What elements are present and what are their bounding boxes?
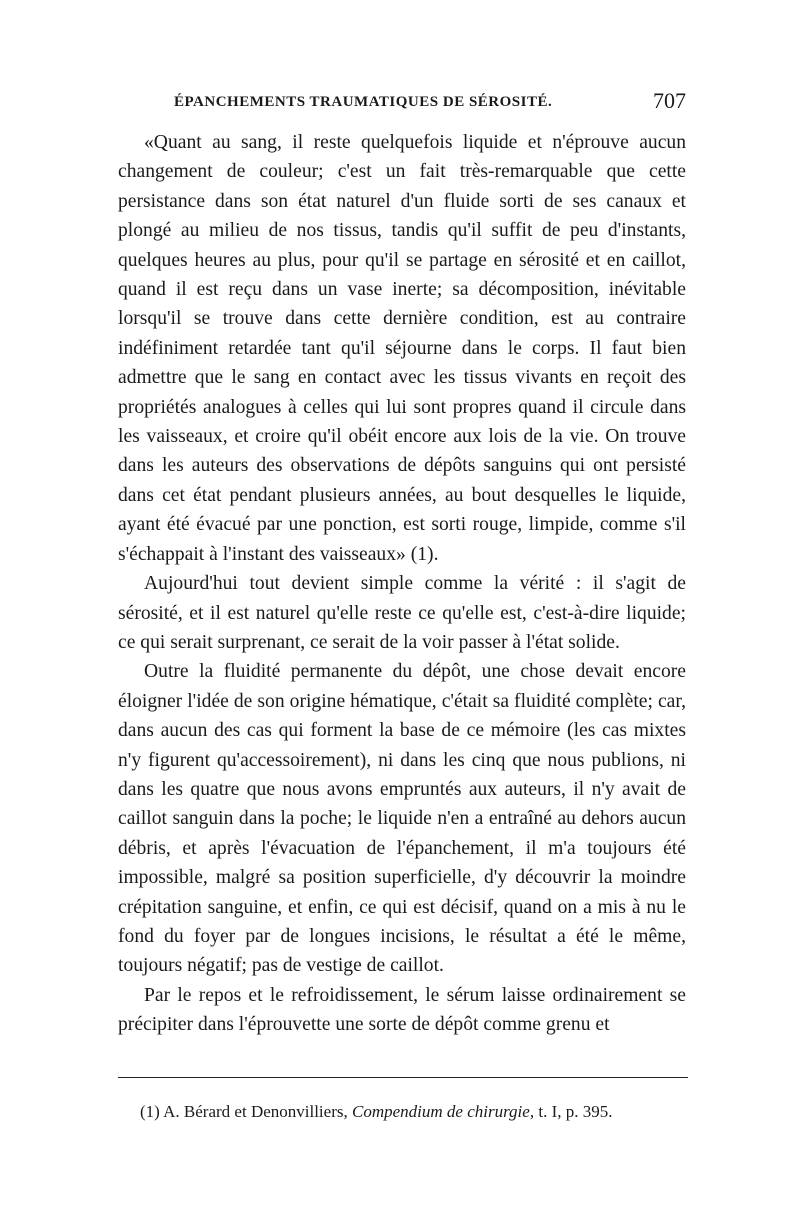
- main-text: [118, 128, 686, 1040]
- footnote-authors: A. Bérard et Denonvilliers,: [163, 1102, 348, 1121]
- paragraph-quote: «Quant au sang, il reste quelquefois liquide et n'éprouve aucun changement de couleur; c'est un fait très-remarquable que cette persistance dans son état naturel d'un fluide sorti de ses canaux et plongé au milieu de nos tissus, tandis qu'il suffit de peu d'instants, quelques heures au plus, pour qu'il se partage en sérosité et en caillot, quand il est reçu dans un vase inerte; sa décomposition, inévitable lorsqu'il se trouve dans cette dernière condition, est au contraire indéfiniment retardée tant qu'il séjourne dans le corps. Il faut bien admettre que le sang en contact avec les tissus vivants en reçoit des propriétés analogues à celles qui lui sont propres quand il circule dans les vaisseaux, et croire qu'il obéit encore aux lois de la vie. On trouve dans les auteurs des observations de dépôts sanguins qui ont persisté dans cet état pendant plusieurs années, au bout desquelles le liquide, ayant été évacué par une ponction, est sorti rouge, limpide, comme s'il s'échappait à l'instant des vaisseaux» (1).: [118, 132, 686, 565]
- running-title: ÉPANCHEMENTS TRAUMATIQUES DE SÉROSITÉ.: [174, 94, 553, 110]
- paragraph-repos: Par le repos et le refroidissement, le sérum laisse ordinairement se précipiter dans l'éprouvette une sorte de dépôt comme grenu et: [118, 984, 686, 1036]
- footnote-title: Compendium de chirurgie,: [351, 1102, 535, 1121]
- page-number: 707: [653, 88, 686, 113]
- paragraph-fluidite: Outre la fluidité permanente du dépôt, une chose devait encore éloigner l'idée de son origine hématique, c'était sa fluidité complète; car, dans aucun des cas qui forment la base de ce mémoire (les cas mixtes n'y figurent qu'accessoirement), ni dans les cinq que nous publions, ni dans les quatre que nous avons empruntés aux auteurs, il n'y avait de caillot sanguin dans la poche; le liquide n'en a entraîné au dehors aucun débris, et après l'évacuation de l'épanchement, il m'a toujours été impossible, malgré sa position superficielle, d'y découvrir la moindre crépitation sanguine, et enfin, ce qui est décisif, quand on a mis à nu le fond du foyer par de longues incisions, le résultat a été le même, toujours négatif; pas de vestige de caillot.: [118, 661, 686, 977]
- paragraph-serosite: Aujourd'hui tout devient simple comme la vérité : il s'agit de sérosité, et il est naturel qu'elle reste ce qu'elle est, c'est-à-dire liquide; ce qui serait surprenant, ce serait de la voir passer à l'état solide.: [118, 573, 686, 653]
- page-header: [120, 88, 686, 118]
- footnote-reference: t. I, p. 395.: [538, 1102, 613, 1121]
- footnote-divider: [118, 1077, 688, 1078]
- footnote: [140, 1101, 700, 1123]
- footnote-marker: (1): [140, 1102, 160, 1121]
